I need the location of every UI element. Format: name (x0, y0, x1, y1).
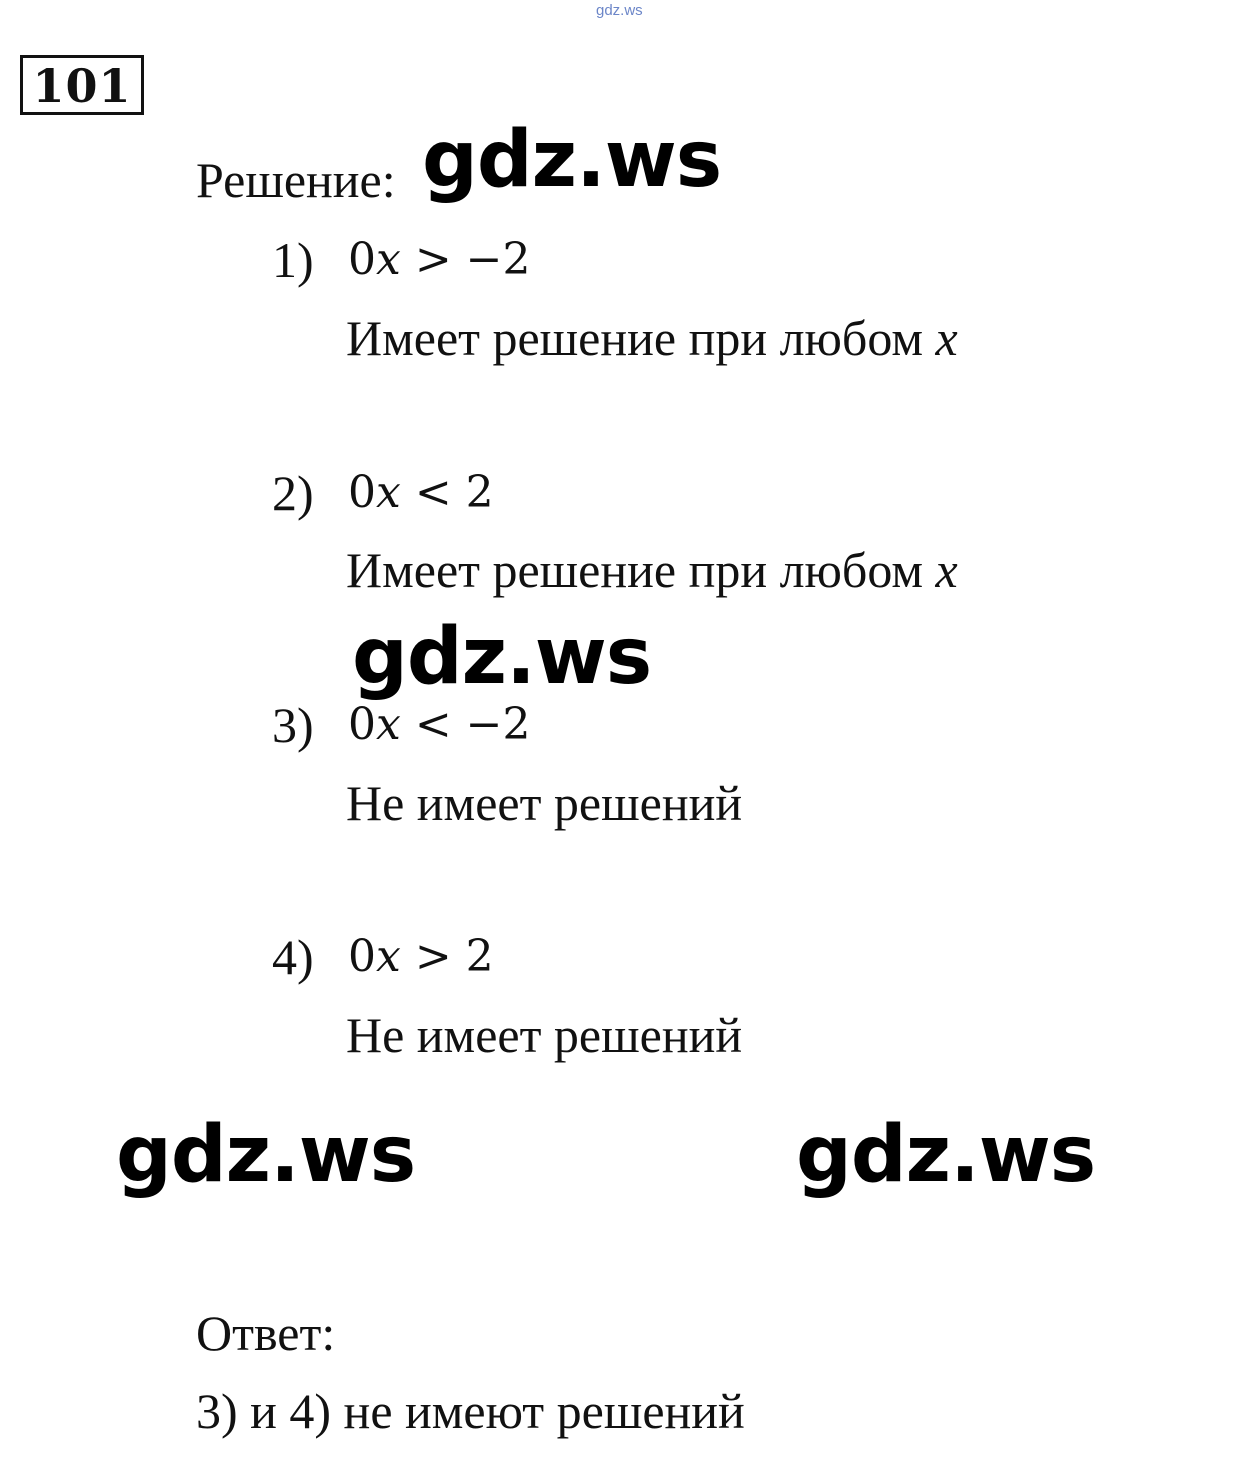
watermark: gdz.ws (422, 115, 722, 205)
inequality-lhs: 0 (348, 467, 376, 518)
problem-number: 101 (20, 55, 144, 115)
item-conclusion (346, 542, 958, 598)
inequality-lhs: 0 (348, 699, 376, 750)
inequality (348, 929, 494, 985)
inequality-rhs: < 2 (400, 467, 494, 518)
item-conclusion (346, 310, 958, 366)
inequality-rhs: > 2 (400, 931, 494, 982)
inequality-lhs: 0 (348, 931, 376, 982)
watermark: gdz.ws (116, 1110, 416, 1200)
inequality-variable: x (376, 467, 401, 518)
watermark: gdz.ws (796, 1110, 1096, 1200)
solution-label: Решение: (196, 152, 396, 208)
inequality (348, 465, 494, 521)
conclusion-text: Не имеет решений (346, 775, 743, 831)
watermark: gdz.ws (352, 612, 652, 702)
item-conclusion (346, 1007, 742, 1063)
inequality-rhs: > −2 (400, 234, 531, 285)
answer-text: 3) и 4) не имеют решений (196, 1383, 745, 1439)
conclusion-variable: x (935, 542, 958, 598)
item-number: 3) (272, 697, 314, 753)
inequality (348, 232, 531, 288)
inequality-variable: x (376, 931, 401, 982)
conclusion-text: Имеет решение при любом (346, 310, 924, 366)
conclusion-variable: x (935, 310, 958, 366)
item-conclusion (346, 775, 742, 831)
inequality-variable: x (376, 699, 401, 750)
item-number: 4) (272, 929, 314, 985)
inequality-variable: x (376, 234, 401, 285)
item-number: 1) (272, 232, 314, 288)
top-watermark: gdz.ws (596, 2, 643, 19)
inequality (348, 697, 531, 753)
inequality-rhs: < −2 (400, 699, 531, 750)
inequality-lhs: 0 (348, 234, 376, 285)
item-number: 2) (272, 465, 314, 521)
conclusion-text: Не имеет решений (346, 1007, 743, 1063)
answer-label: Ответ: (196, 1305, 336, 1361)
conclusion-text: Имеет решение при любом (346, 542, 924, 598)
